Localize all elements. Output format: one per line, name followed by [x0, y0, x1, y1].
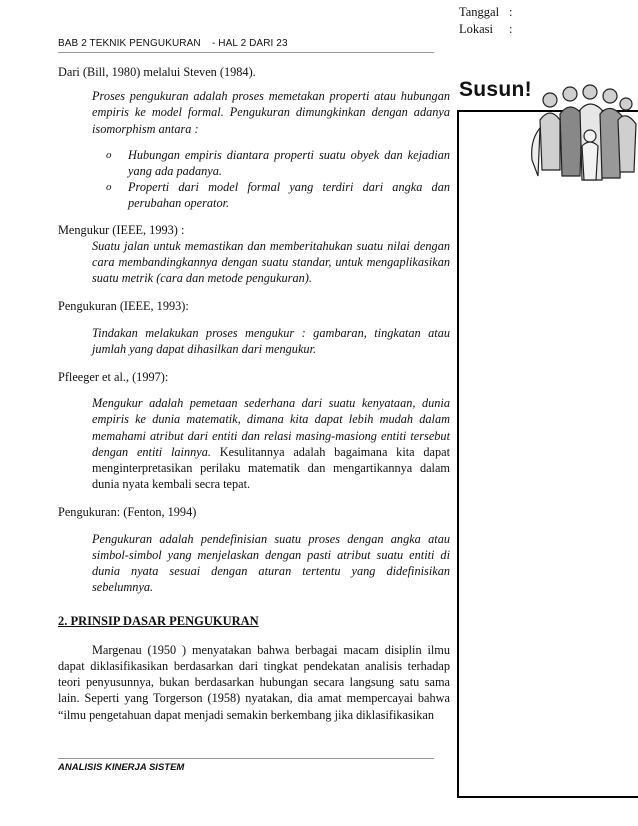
label-ieee-pengukuran: Pengukuran (IEEE, 1993): [58, 299, 189, 314]
bullet-icon: o [106, 181, 112, 194]
main-content [58, 64, 450, 723]
section-heading: 2. PRINSIP DASAR PENGUKURAN [58, 614, 259, 629]
def-fenton: Pengukuran adalah pendefinisian suatu proses dengan angka atau simbol-simbol yang menjelaskan dengan pasti atribut suatu entiti di dunia nyata sesuai dengan aturan tertentu yang didefinisikan sebelumnya. [92, 531, 450, 595]
page-header [58, 36, 434, 53]
location-colon: : [509, 22, 513, 36]
header-chapter: BAB 2 TEKNIK PENGUKURAN [58, 38, 201, 49]
label-ieee-mengukur: Mengukur (IEEE, 1993) : [58, 222, 185, 237]
def-ieee-mengukur: Suatu jalan untuk memastikan dan memberitahukan suatu nilai dengan cara membandingkannya dengan suatu standar, untuk mengaplikasikan suatu metrik (cara dan metode pengukuran). [92, 238, 450, 286]
isomorphism-list [58, 147, 450, 212]
list-item: o Properti dari model formal yang terdiri dari angka dan perubahan operator. [106, 180, 450, 211]
intro-line: Dari (Bill, 1980) melalui Steven (1984). [58, 65, 256, 79]
sidebar-meta [459, 4, 513, 38]
quote-measurement: Proses pengukuran adalah proses memetakan properti atau hubungan empiris ke model formal. Pengukuran dimungkinkan dengan adanya isomorphism antara : [92, 89, 450, 136]
bullet-icon: o [106, 148, 112, 161]
def-pfleeger: Mengukur adalah pemetaan sederhana dari suatu kenyataan, dunia empiris ke dunia matematik, dimana kita dapat lebih mudah dalam memahami atribut dari entiti dan relasi masing-masiong entiti tersebut dengan entiti lainnya. Kesulitannya adalah bagaimana kita dapat menginterpretasikan perilaku matematik dan mengartikannya dalam dunia nyata kembali secra tepat. [92, 396, 450, 492]
label-fenton: Pengukuran: (Fenton, 1994) [58, 505, 197, 520]
list-item: o Hubungan empiris diantara properti suatu obyek dan kejadian yang ada padanya. [106, 147, 450, 179]
def-ieee-pengukuran: Tindakan melakukan proses mengukur : gambaran, tingkatan atau jumlah yang dapat dihasilkan dari mengukur. [92, 325, 450, 356]
sidebar-title: Susun! [459, 78, 532, 101]
date-colon: : [509, 5, 513, 19]
location-label: Lokasi [459, 22, 494, 36]
page-footer: ANALISIS KINERJA SISTEM [58, 758, 434, 773]
header-page: - HAL 2 DARI 23 [212, 38, 288, 49]
label-pfleeger: Pfleeger et al., (1997): [58, 370, 169, 385]
people-crowd-icon [530, 80, 638, 188]
sidebar-notes-box [457, 110, 638, 798]
date-label: Tanggal [459, 5, 500, 19]
section-body: Margenau (1950 ) menyatakan bahwa berbagai macam disiplin ilmu dapat diklasifikasikan berdasarkan dari tingkat pendekatan analisis terhadap teori penyusunnya, bukan berdasarkan hubungan secara langsung satu sama lain. Seperti yang Torgerson (1958) nyatakan, dia amat mempercayai bahwa “ilmu pengetahuan dapat menjadi semakin berkembang jika diklasifikasikan [58, 642, 450, 722]
